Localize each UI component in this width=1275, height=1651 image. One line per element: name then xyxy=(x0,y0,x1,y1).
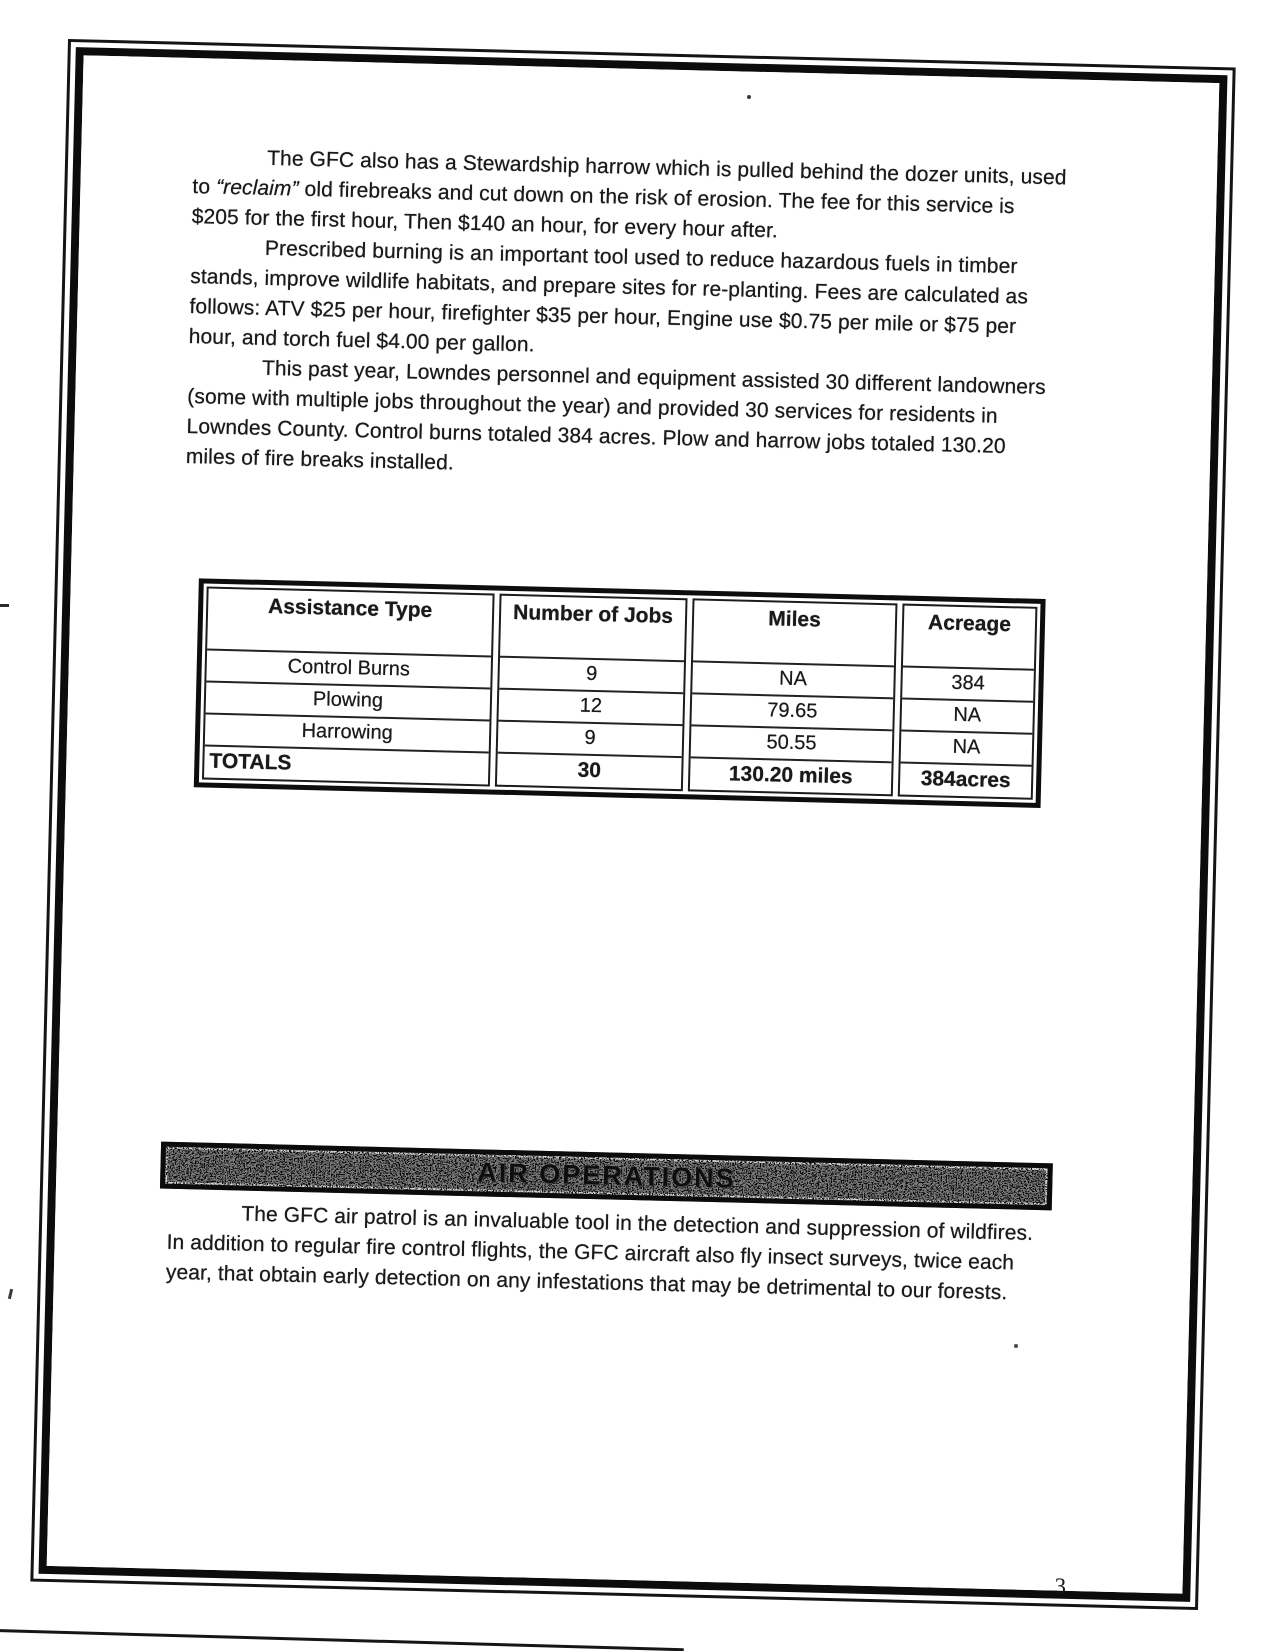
paragraph-text: This past year, Lowndes personnel and equipment assisted 30 different landowners (some with multiple jobs throughout the year) and provided 30 services for residents in Lowndes County. Control burns totaled 384 acres. Plow and harrow jobs totaled 130.20 miles of fire breaks installed. xyxy=(185,356,1047,475)
table-cell: 9 xyxy=(499,656,684,692)
table-cell: Control Burns xyxy=(206,649,491,688)
table-cell: 9 xyxy=(498,720,683,756)
paragraph-assistance-summary xyxy=(185,352,1062,493)
scan-artifact-next-page-edge xyxy=(0,1629,684,1651)
document-page xyxy=(30,39,1235,1610)
table-total-cell: 130.20 miles xyxy=(690,756,892,794)
table-cell: Plowing xyxy=(206,681,491,720)
section-title: AIR OPERATIONS xyxy=(476,1157,736,1194)
table-cell: 12 xyxy=(499,688,684,724)
paragraph-text: The GFC air patrol is an invaluable tool in the detection and suppression of wildfires. In addition to regular fire control flights, the GFC aircraft also fly insect surveys, twice each year, that obtain early detection on any infestations that may be detrimental to our forests. xyxy=(165,1202,1034,1305)
table-cell: 384 xyxy=(902,666,1034,701)
table-cell: Harrowing xyxy=(205,713,490,752)
table-column-number-of-jobs xyxy=(495,594,688,792)
scan-artifact xyxy=(747,95,751,99)
table-column-assistance-type xyxy=(202,587,495,787)
air-operations-text xyxy=(166,1198,1042,1309)
table-column-miles xyxy=(688,598,898,796)
assistance-table xyxy=(194,578,1046,808)
column-header: Acreage xyxy=(927,611,1012,637)
paragraph-air-patrol xyxy=(166,1198,1042,1309)
paragraph-prescribed-burning xyxy=(188,232,1065,373)
table-cell: 50.55 xyxy=(691,724,893,761)
table-total-cell: 30 xyxy=(497,752,682,789)
scan-artifact xyxy=(0,604,9,607)
page-number: 3 xyxy=(1054,1573,1067,1599)
table-cell: NA xyxy=(901,730,1033,765)
paragraph-text: old firebreaks and cut down on the risk of erosion. The fee for this service is $205 for the first hour, Then $140 an hour, for every hour after. xyxy=(191,177,1015,243)
page-border-inner xyxy=(39,47,1228,1602)
table-total-cell: 384acres xyxy=(900,762,1032,798)
page-content xyxy=(47,55,1220,1599)
column-header: Miles xyxy=(768,607,822,632)
column-header: Number of Jobs xyxy=(512,601,674,628)
scan-artifact xyxy=(8,1289,13,1299)
table-column-acreage xyxy=(898,604,1038,800)
paragraph-text: The GFC also has a Stewardship harrow which is pulled behind the dozer units, used to xyxy=(192,146,1067,199)
paragraph-text: Prescribed burning is an important tool used to reduce hazardous fuels in timber stands, improve wildlife habitats, and prepare sites for re-planting. Fees are calculated as follows: ATV $25 per hour, firefighter $35 per hour, Engine use $0.75 per mile or $75 per hour, and torch fuel $4.00 per gallon. xyxy=(188,236,1029,357)
paragraph-text-italic: “reclaim” xyxy=(215,175,299,201)
column-header: Assistance Type xyxy=(267,595,433,623)
page-border-outer xyxy=(30,39,1235,1610)
table-cell: NA xyxy=(901,698,1033,733)
table-total-cell: TOTALS xyxy=(204,745,489,785)
body-text xyxy=(185,142,1067,493)
table-cell: 79.65 xyxy=(691,692,893,729)
table-cell: NA xyxy=(692,660,894,697)
scan-artifact xyxy=(1014,1344,1018,1348)
